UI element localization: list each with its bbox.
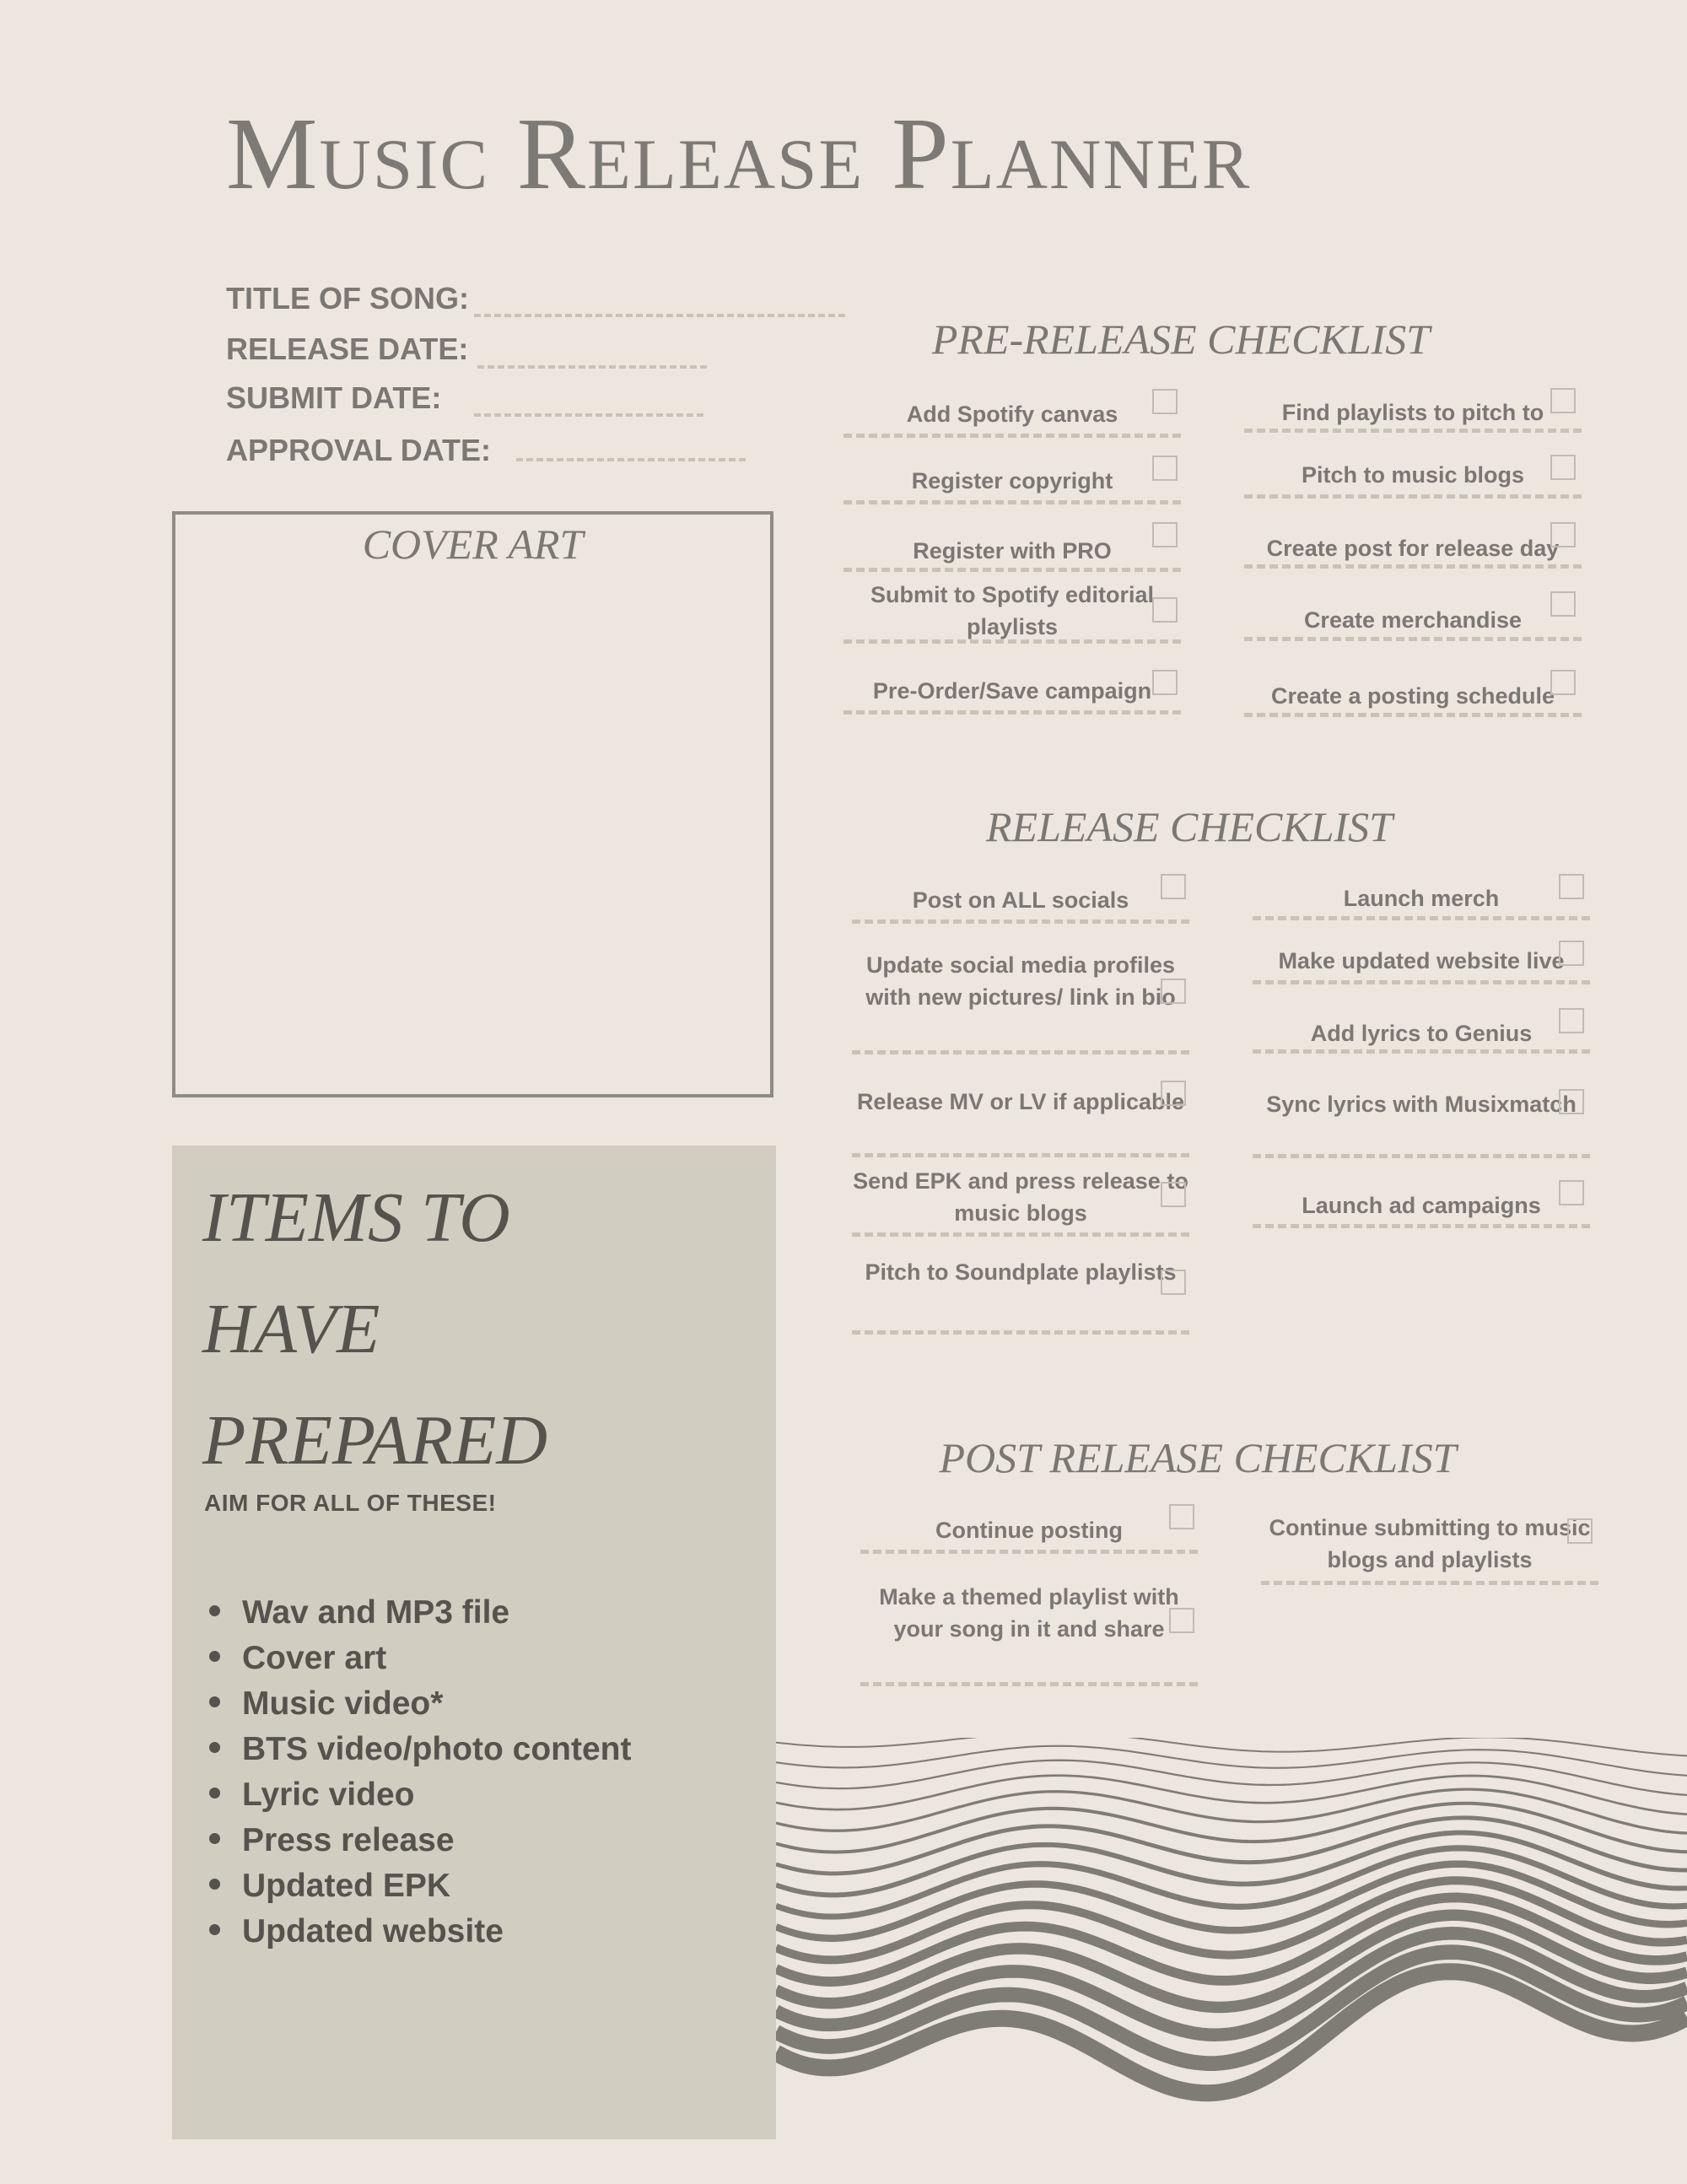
- pre-release-title: PRE-RELEASE CHECKLIST: [931, 315, 1431, 363]
- bullet-icon: [209, 1833, 220, 1844]
- checklist-item-line: [852, 1050, 1189, 1054]
- wave-line: [776, 1789, 1687, 1833]
- checklist-item-line: [852, 919, 1189, 924]
- items-heading-line: ITEMS TO: [202, 1178, 510, 1257]
- checklist-item-line: [844, 434, 1181, 438]
- list-item-text: Music video*: [242, 1685, 444, 1722]
- list-item-text: Wav and MP3 file: [242, 1594, 510, 1631]
- checkbox[interactable]: [1559, 941, 1584, 966]
- checkbox[interactable]: [1161, 1182, 1186, 1207]
- checklist-item-line: [1244, 713, 1582, 717]
- title-of-song-field[interactable]: [474, 314, 845, 317]
- wave-line: [776, 1804, 1687, 1852]
- checklist-item-line: [844, 639, 1181, 644]
- checklist-item-label: Pitch to Soundplate playlists: [865, 1259, 1177, 1285]
- checkbox[interactable]: [1550, 455, 1576, 480]
- checkbox[interactable]: [1161, 874, 1186, 899]
- checklist-item: [1253, 1189, 1590, 1240]
- checklist-item-line: [852, 1232, 1189, 1237]
- checkbox[interactable]: [1559, 874, 1584, 899]
- field-label-title-of-song: TITLE OF SONG:: [226, 281, 469, 315]
- checklist-item-line: [1253, 916, 1590, 920]
- checklist-item: [1244, 604, 1582, 655]
- list-item-text: Updated website: [242, 1913, 504, 1949]
- checklist-item: [852, 884, 1189, 935]
- bullet-icon: [209, 1605, 220, 1616]
- release-title: RELEASE CHECKLIST: [986, 803, 1393, 850]
- checklist-item: [844, 533, 1181, 584]
- approval-date-field[interactable]: [516, 458, 746, 461]
- checklist-item-line: [852, 1330, 1189, 1335]
- checklist-item-line: [1261, 1581, 1598, 1585]
- release-date-field[interactable]: [477, 365, 707, 369]
- checklist-item-label: Pre-Order/Save campaign: [872, 678, 1152, 704]
- checkbox[interactable]: [1161, 1081, 1186, 1106]
- checklist-item-label: Make a themed playlist with your song in it and share: [879, 1584, 1179, 1642]
- checklist-item: [860, 1581, 1198, 1691]
- list-item: [202, 1636, 631, 1681]
- bullet-icon: [209, 1696, 220, 1707]
- checklist-item: [852, 1165, 1189, 1241]
- checklist-item: [852, 1256, 1189, 1332]
- checklist-item: [1253, 882, 1590, 933]
- wave-line: [776, 1738, 1687, 1755]
- checklist-item-label: Update social media profiles with new pictures/ link in bio: [865, 952, 1176, 1010]
- checklist-item-label: Add Spotify canvas: [906, 402, 1118, 427]
- items-heading-line: HAVE: [202, 1290, 380, 1368]
- wave-line: [776, 1818, 1687, 1874]
- field-label-release-date: RELEASE DATE:: [226, 332, 469, 366]
- items-subheading: AIM FOR ALL OF THESE!: [204, 1490, 497, 1516]
- items-heading-line: PREPARED: [202, 1401, 548, 1480]
- checklist-item-line: [1244, 564, 1582, 569]
- field-label-approval-date: APPROVAL DATE:: [226, 433, 492, 467]
- items-heading: [202, 1162, 759, 1496]
- checklist-item-line: [844, 568, 1181, 572]
- checklist-item: [1253, 945, 1590, 995]
- list-item: [202, 1772, 631, 1818]
- checklist-item-label: Continue posting: [935, 1518, 1123, 1543]
- checklist-item-label: Make updated website live: [1278, 948, 1565, 973]
- list-item-text: Cover art: [242, 1640, 387, 1676]
- list-item: [202, 1681, 631, 1727]
- checklist-item-label: Find playlists to pitch to: [1281, 400, 1544, 425]
- checkbox[interactable]: [1550, 388, 1576, 413]
- checklist-item-label: Send EPK and press release to music blogs: [853, 1168, 1188, 1226]
- checklist-item-label: Launch ad campaigns: [1302, 1193, 1541, 1218]
- cover-art-box[interactable]: [172, 511, 773, 1097]
- checklist-item: [1253, 1017, 1590, 1068]
- checkbox[interactable]: [1152, 670, 1178, 695]
- items-to-prepare-panel: [172, 1146, 776, 2139]
- checklist-item-line: [1253, 1154, 1590, 1158]
- checklist-item: [860, 1514, 1198, 1565]
- checklist-item-line: [844, 500, 1181, 504]
- checklist-item: [844, 396, 1181, 447]
- checklist-item-label: Launch merch: [1343, 886, 1500, 911]
- checklist-item-label: Pitch to music blogs: [1301, 462, 1525, 488]
- checklist-item: [1244, 532, 1582, 583]
- wave-lines-graphic: [776, 1738, 1687, 2143]
- list-item: [202, 1863, 631, 1909]
- checkbox[interactable]: [1567, 1518, 1593, 1544]
- checklist-item-line: [860, 1682, 1198, 1686]
- checkbox[interactable]: [1550, 670, 1576, 695]
- checkbox[interactable]: [1152, 522, 1178, 547]
- checkbox[interactable]: [1550, 591, 1576, 617]
- checklist-item-label: Continue submitting to music blogs and playlists: [1269, 1515, 1591, 1572]
- checklist-item: [1244, 396, 1582, 447]
- checklist-item: [1244, 680, 1582, 731]
- checklist-item-label: Create post for release day: [1266, 536, 1560, 561]
- checklist-item: [1253, 1088, 1590, 1164]
- checklist-item-label: Add lyrics to Genius: [1310, 1021, 1533, 1046]
- checkbox[interactable]: [1169, 1608, 1194, 1633]
- checklist-item-line: [1244, 429, 1582, 433]
- items-list: [202, 1590, 631, 1955]
- checklist-item: [844, 675, 1181, 725]
- checklist-item: [852, 949, 1189, 1059]
- checkbox[interactable]: [1152, 597, 1178, 623]
- checklist-item: [844, 463, 1181, 514]
- checklist-item-line: [860, 1550, 1198, 1554]
- checkbox[interactable]: [1152, 456, 1178, 481]
- bullet-icon: [209, 1788, 220, 1798]
- list-item: [202, 1909, 631, 1955]
- list-item-text: Press release: [242, 1822, 455, 1858]
- list-item: [202, 1818, 631, 1863]
- checklist-item-line: [844, 710, 1181, 715]
- submit-date-field[interactable]: [474, 413, 703, 417]
- checklist-item-line: [1244, 494, 1582, 499]
- checklist-item-line: [1253, 1224, 1590, 1228]
- checklist-item: [1261, 1512, 1598, 1588]
- checklist-item-label: Submit to Spotify editorial playlists: [870, 582, 1154, 639]
- checklist-item-label: Register copyright: [911, 468, 1113, 493]
- checkbox[interactable]: [1161, 1270, 1186, 1295]
- checkbox[interactable]: [1559, 1180, 1584, 1205]
- checkbox[interactable]: [1559, 1089, 1584, 1114]
- list-item: [202, 1727, 631, 1772]
- checklist-item: [844, 579, 1181, 646]
- checkbox[interactable]: [1559, 1008, 1584, 1033]
- bullet-icon: [209, 1879, 220, 1890]
- page-title: Music Release Planner: [226, 97, 1252, 211]
- checklist-item-label: Release MV or LV if applicable: [856, 1089, 1185, 1114]
- bullet-icon: [209, 1924, 220, 1935]
- checklist-item-label: Post on ALL socials: [912, 887, 1129, 913]
- list-item-text: Updated EPK: [242, 1868, 451, 1904]
- list-item: [202, 1590, 631, 1636]
- checklist-item: [852, 1086, 1189, 1162]
- checklist-item: [1244, 459, 1582, 510]
- post-release-title: POST RELEASE CHECKLIST: [939, 1434, 1457, 1481]
- checkbox[interactable]: [1550, 522, 1576, 547]
- list-item-text: Lyric video: [242, 1777, 415, 1813]
- checklist-item-line: [1244, 637, 1582, 641]
- checkbox[interactable]: [1161, 979, 1186, 1004]
- checklist-item-line: [1253, 980, 1590, 984]
- checkbox[interactable]: [1169, 1504, 1194, 1529]
- checklist-item-line: [852, 1153, 1189, 1157]
- field-label-submit-date: SUBMIT DATE:: [226, 380, 442, 415]
- checklist-item-label: Register with PRO: [913, 538, 1112, 564]
- checklist-item-line: [1253, 1049, 1590, 1054]
- checklist-item-label: Create merchandise: [1303, 607, 1523, 633]
- checklist-item-label: Create a posting schedule: [1270, 683, 1555, 709]
- list-item-text: BTS video/photo content: [242, 1731, 632, 1767]
- bullet-icon: [209, 1742, 220, 1753]
- cover-art-title: COVER ART: [362, 520, 584, 568]
- checklist-item-label: Sync lyrics with Musixmatch: [1266, 1092, 1577, 1117]
- bullet-icon: [209, 1651, 220, 1662]
- checkbox[interactable]: [1152, 389, 1178, 414]
